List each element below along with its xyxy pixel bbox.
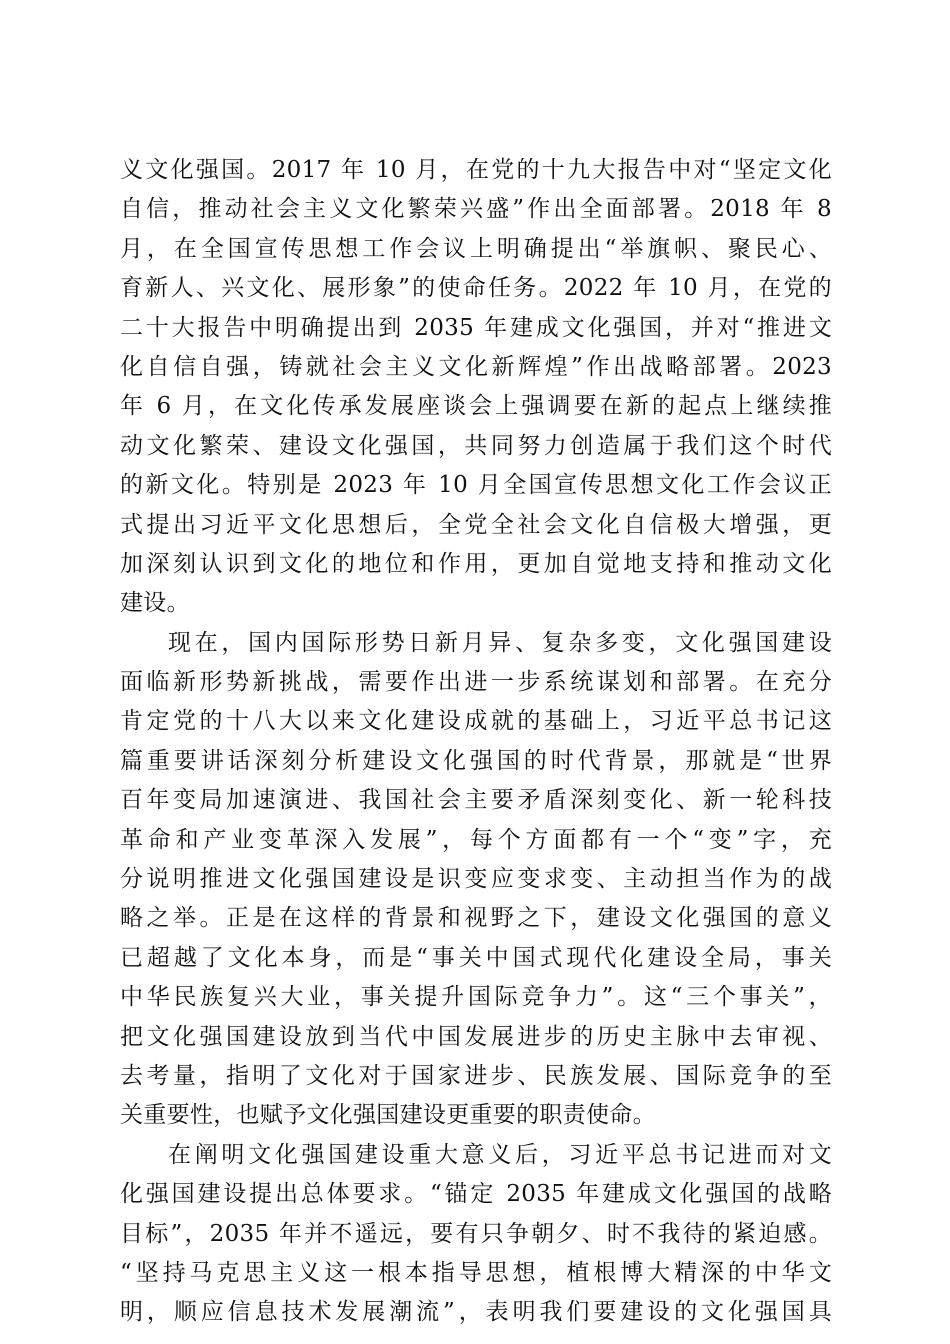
text-line: 略之举。正是在这样的背景和视野之下，建设文化强国的意义 xyxy=(120,905,832,932)
text-line: 分说明推进文化强国建设是识变应变求变、主动担当作为的战 xyxy=(120,866,832,893)
text-line: 百年变局加速演进、我国社会主要矛盾深刻变化、新一轮科技 xyxy=(120,787,832,814)
text-line: 建设。 xyxy=(120,590,190,617)
text-line: 义文化强国。2017 年 10 月，在党的十九大报告中对“坚定文化 xyxy=(120,157,832,183)
text-line: 肯定党的十八大以来文化建设成就的基础上，习近平总书记这 xyxy=(120,708,832,735)
text-line: 革命和产业变革深入发展”，每个方面都有一个“变”字，充 xyxy=(120,826,832,853)
text-line: 育新人、兴文化、展形象”的使命任务。2022 年 10 月，在党的 xyxy=(120,275,832,302)
text-line: 已超越了文化本身，而是“事关中国式现代化建设全局，事关 xyxy=(120,944,832,971)
text-line: “坚持马克思主义这一根本指导思想，植根博大精深的中华文 xyxy=(120,1259,832,1286)
text-line: 式提出习近平文化思想后，全党全社会文化自信极大增强，更 xyxy=(120,511,832,538)
text-line: 年 6 月，在文化传承发展座谈会上强调要在新的起点上继续推 xyxy=(120,393,832,420)
text-line: 加深刻认识到文化的地位和作用，更加自觉地支持和推动文化 xyxy=(120,550,832,577)
paragraph-first-line: 在阐明文化强国建设重大意义后，习近平总书记进而对文 xyxy=(168,1141,832,1168)
text-line: 中华民族复兴大业，事关提升国际竞争力”。这“三个事关”， xyxy=(120,984,832,1011)
text-line: 面临新形势新挑战，需要作出进一步系统谋划和部署。在充分 xyxy=(120,669,832,696)
text-line: 自信，推动社会主义文化繁荣兴盛”作出全面部署。2018 年 8 xyxy=(120,196,832,223)
text-line: 化自信自强，铸就社会主义文化新辉煌”作出战略部署。2023 xyxy=(120,353,832,380)
text-line: 把文化强国建设放到当代中国发展进步的历史主脉中去审视、 xyxy=(120,1023,832,1050)
text-line: 去考量，指明了文化对于国家进步、民族发展、国际竞争的至 xyxy=(120,1062,832,1089)
text-line: 二十大报告中明确提出到 2035 年建成文化强国，并对“推进文 xyxy=(120,314,832,341)
text-line: 化强国建设提出总体要求。“锚定 2035 年建成文化强国的战略 xyxy=(120,1181,832,1208)
text-line: 月，在全国宣传思想工作会议上明确提出“举旗帜、聚民心、 xyxy=(120,235,832,262)
text-line: 动文化繁荣、建设文化强国，共同努力创造属于我们这个时代 xyxy=(120,432,832,459)
text-line: 的新文化。特别是 2023 年 10 月全国宣传思想文化工作会议正 xyxy=(120,472,832,499)
text-line: 关重要性，也赋予文化强国建设更重要的职责使命。 xyxy=(120,1102,656,1129)
text-line: 篇重要讲话深刻分析建设文化强国的时代背景，那就是“世界 xyxy=(120,747,832,774)
paragraph-first-line: 现在，国内国际形势日新月异、复杂多变，文化强国建设 xyxy=(168,629,832,656)
text-line: 目标”，2035 年并不遥远，要有只争朝夕、时不我待的紧迫感。 xyxy=(120,1220,832,1247)
body-text xyxy=(120,151,832,1333)
text-line: 明，顺应信息技术发展潮流”，表明我们要建设的文化强国具 xyxy=(120,1299,832,1326)
